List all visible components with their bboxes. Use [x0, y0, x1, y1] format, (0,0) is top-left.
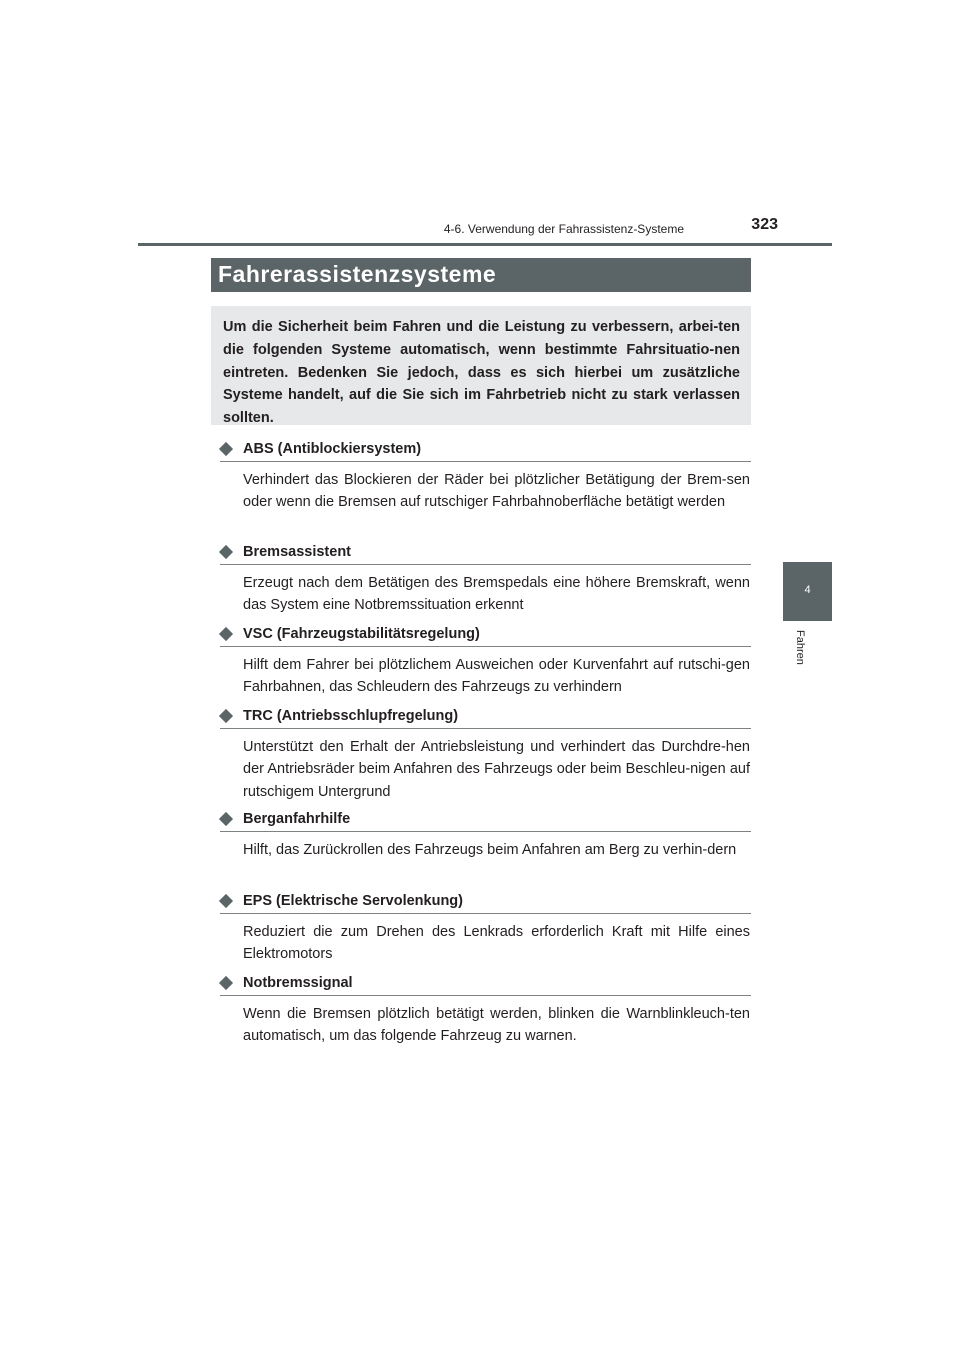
feature-eps — [220, 893, 751, 966]
chapter-label: Fahren — [794, 630, 806, 665]
page-number: 323 — [751, 216, 778, 233]
feature-description: Wenn die Bremsen plötzlich betätigt werden, blinken die Warnblinkleuch-ten automatisch, um das folgende Fahrzeug zu warnen. — [243, 1006, 750, 1045]
feature-title: ABS (Antiblockiersystem) — [243, 441, 422, 457]
feature-bremsassistent — [220, 544, 751, 617]
feature-notbremssignal — [220, 975, 751, 1048]
diamond-bullet-icon — [219, 812, 233, 826]
diamond-bullet-icon — [219, 976, 233, 990]
diamond-bullet-icon — [219, 545, 233, 559]
intro-text: Um die Sicherheit beim Fahren und die Leistung zu verbessern, arbei-ten die folgenden Systeme automatisch, wenn bestimmte Fahrsituatio-nen eintreten. Bedenken Sie jedoch, dass es sich hierbei um zusätzliche Systeme handelt, auf die Sie sich im Fahrbetrieb nicht zu stark verlassen sollten. — [223, 319, 740, 427]
section-title: Fahrerassistenzsysteme — [218, 261, 497, 287]
feature-vsc — [220, 626, 751, 699]
feature-heading — [220, 893, 751, 914]
feature-heading — [220, 811, 751, 832]
feature-title: Notbremssignal — [243, 975, 353, 991]
diamond-bullet-icon — [219, 627, 233, 641]
feature-description: Hilft dem Fahrer bei plötzlichem Ausweichen oder Kurvenfahrt auf rutschi-gen Fahrbahnen, das Schleudern des Fahrzeugs zu verhindern — [243, 657, 750, 696]
feature-heading — [220, 975, 751, 996]
diamond-bullet-icon — [219, 894, 233, 908]
chapter-number: 4 — [804, 584, 811, 596]
feature-description: Verhindert das Blockieren der Räder bei plötzlicher Betätigung der Brem-sen oder wenn die Bremsen auf rutschiger Fahrbahnoberfläche betätigt werden — [243, 472, 750, 511]
section-title-bar — [211, 258, 751, 292]
feature-heading — [220, 544, 751, 565]
feature-description: Erzeugt nach dem Betätigen des Bremspedals eine höhere Bremskraft, wenn das System eine Notbremssituation erkennt — [243, 575, 750, 614]
feature-abs — [220, 441, 751, 514]
feature-title: Berganfahrhilfe — [243, 811, 351, 827]
intro-box — [211, 306, 751, 425]
feature-title: VSC (Fahrzeugstabilitätsregelung) — [243, 626, 480, 642]
feature-title: TRC (Antriebsschlupfregelung) — [243, 708, 459, 724]
header-rule — [138, 243, 832, 246]
running-header-section: 4-6. Verwendung der Fahrassistenz-Systeme — [443, 222, 684, 236]
feature-description: Unterstützt den Erhalt der Antriebsleistung und verhindert das Durchdre-hen der Antriebsräder beim Anfahren des Fahrzeugs oder beim Beschleu-nigen auf rutschigem Untergrund — [243, 739, 750, 800]
feature-berganfahrhilfe — [220, 811, 751, 861]
feature-title: EPS (Elektrische Servolenkung) — [243, 893, 463, 909]
feature-title: Bremsassistent — [243, 544, 351, 560]
feature-description: Hilft, das Zurückrollen des Fahrzeugs beim Anfahren am Berg zu verhin-dern — [243, 842, 737, 858]
feature-trc — [220, 708, 751, 803]
diamond-bullet-icon — [219, 709, 233, 723]
feature-heading — [220, 441, 751, 462]
diamond-bullet-icon — [219, 442, 233, 456]
feature-heading — [220, 626, 751, 647]
feature-description: Reduziert die zum Drehen des Lenkrads erforderlich Kraft mit Hilfe eines Elektromotors — [243, 924, 750, 963]
chapter-tab — [783, 562, 832, 621]
feature-heading — [220, 708, 751, 729]
